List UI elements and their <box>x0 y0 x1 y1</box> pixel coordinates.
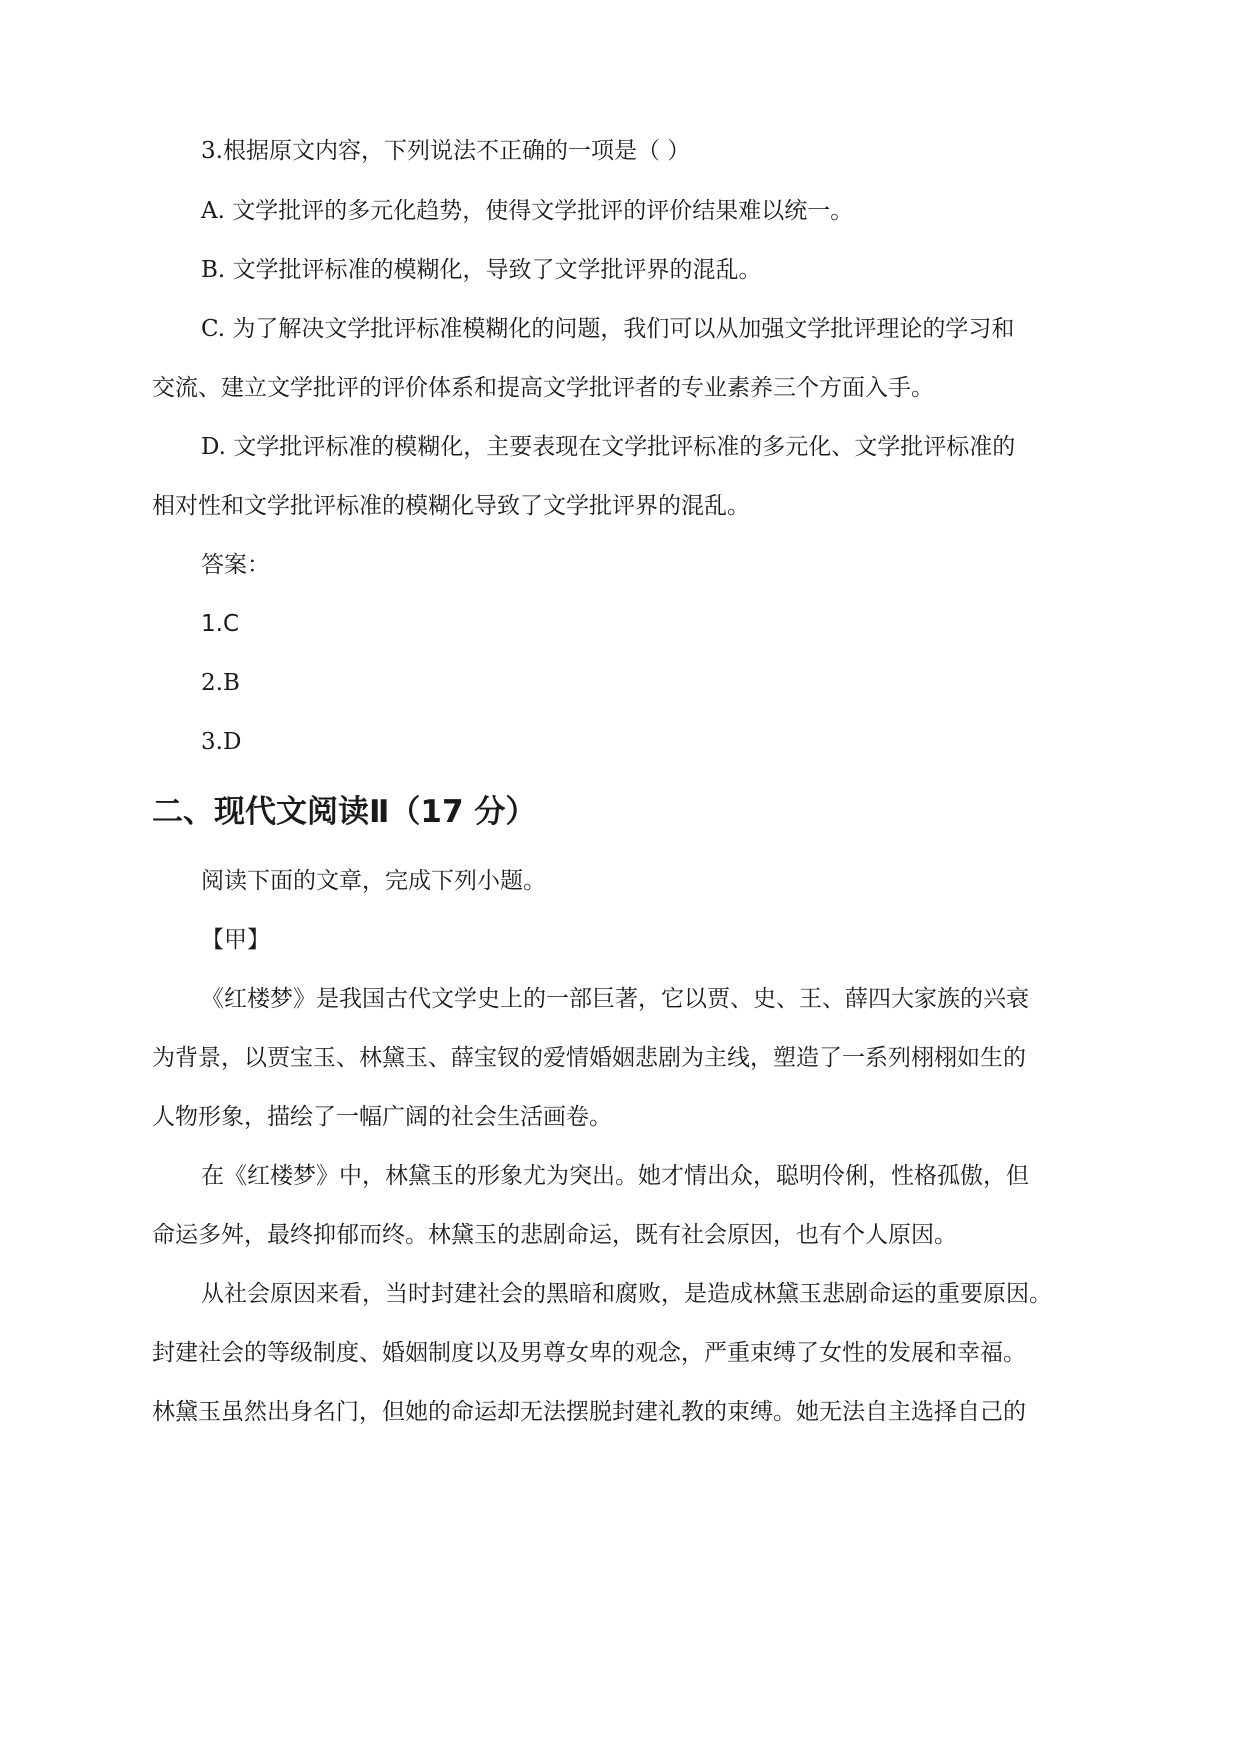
passage-line: 林黛玉虽然出身名门，但她的命运却无法摆脱封建礼教的束缚。她无法自主选择自己的 <box>152 1399 1026 1425</box>
passage-line: 人物形象，描绘了一幅广阔的社会生活画卷。 <box>152 1104 612 1130</box>
passage-line: 封建社会的等级制度、婚姻制度以及男尊女卑的观念，严重束缚了女性的发展和幸福。 <box>152 1340 1026 1366</box>
passage-line: 命运多舛，最终抑郁而终。林黛玉的悲剧命运，既有社会原因，也有个人原因。 <box>152 1222 957 1248</box>
option-c-line-2: 交流、建立文学批评的评价体系和提高文学批评者的专业素养三个方面入手。 <box>152 375 934 401</box>
answer-item: 2.B <box>201 670 240 696</box>
option-b: B. 文学批评标准的模糊化，导致了文学批评界的混乱。 <box>201 257 762 283</box>
answer-item: 3.D <box>201 729 242 755</box>
passage-line: 从社会原因来看，当时封建社会的黑暗和腐败，是造成林黛玉悲剧命运的重要原因。 <box>201 1281 1052 1307</box>
part-label: 【甲】 <box>201 927 270 953</box>
question-3-stem: 3.根据原文内容，下列说法不正确的一项是（ ） <box>201 138 691 164</box>
option-d-line-1: D. 文学批评标准的模糊化，主要表现在文学批评标准的多元化、文学批评标准的 <box>201 434 1016 460</box>
option-a: A. 文学批评的多元化趋势，使得文学批评的评价结果难以统一。 <box>201 198 854 224</box>
answers-label: 答案： <box>201 552 270 578</box>
section-heading: 二、现代文阅读Ⅱ（17 分） <box>152 794 537 830</box>
passage-line: 《红楼梦》是我国古代文学史上的一部巨著，它以贾、史、王、薛四大家族的兴衰 <box>201 986 1029 1012</box>
passage-line: 在《红楼梦》中，林黛玉的形象尤为突出。她才情出众，聪明伶俐，性格孤傲，但 <box>201 1163 1029 1189</box>
answer-item: 1.C <box>201 611 240 637</box>
passage-line: 为背景，以贾宝玉、林黛玉、薛宝钗的爱情婚姻悲剧为主线，塑造了一系列栩栩如生的 <box>152 1045 1026 1071</box>
option-d-line-2: 相对性和文学批评标准的模糊化导致了文学批评界的混乱。 <box>152 493 750 519</box>
option-c-line-1: C. 为了解决文学批评标准模糊化的问题，我们可以从加强文学批评理论的学习和 <box>201 316 1015 342</box>
reading-instruction: 阅读下面的文章，完成下列小题。 <box>201 868 546 894</box>
